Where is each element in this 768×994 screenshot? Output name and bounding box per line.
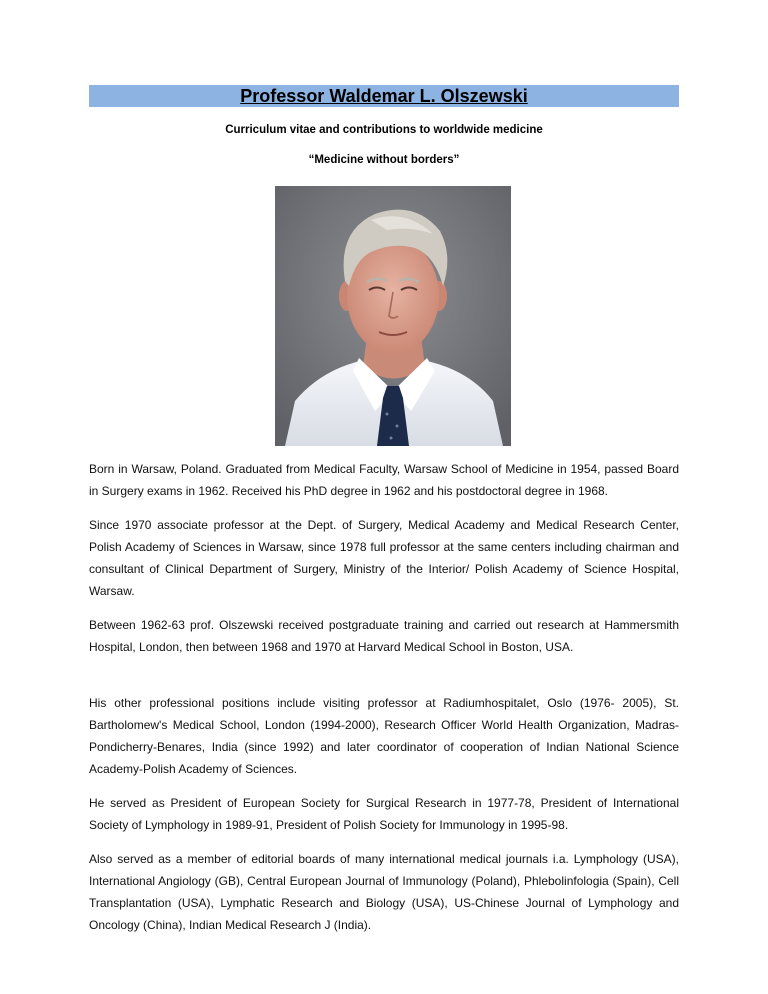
paragraph-editorial-boards: Also served as a member of editorial boards of many international medical journals i.a. Lymphology (USA), International Angiology (GB), Central European Journal of Immunology (Poland), Phlebolinfologia (Spain), Cell Transplantation (USA), Lymphatic Research and Biology (USA), US-Chinese Journal of Lymphology and Oncology (China), Indian Medical Research J (India).	[89, 852, 679, 932]
paragraph-positions: His other professional positions include visiting professor at Radiumhospitalet, Oslo (1976- 2005), St. Bartholomew's Medical School, London (1994-2000), Research Officer World Health Organization, Madras-Pondicherry-Benares, India (since 1992) and later coordinator of cooperation of Indian National Science Academy-Polish Academy of Sciences.	[89, 696, 679, 776]
paragraph-training: Between 1962-63 prof. Olszewski received postgraduate training and carried out research at Hammersmith Hospital, London, then between 1968 and 1970 at Harvard Medical School in Boston, USA.	[89, 618, 679, 654]
document-subtitle: Curriculum vitae and contributions to worldwide medicine	[225, 124, 543, 136]
title-banner	[89, 85, 679, 107]
paragraph-professorship: Since 1970 associate professor at the Dept. of Surgery, Medical Academy and Medical Research Center, Polish Academy of Sciences in Warsaw, since 1978 full professor at the same centers including chairman and consultant of Clinical Department of Surgery, Ministry of the Interior/ Polish Academy of Science Hospital, Warsaw.	[89, 518, 679, 598]
document-motto: “Medicine without borders”	[308, 154, 460, 166]
portrait-photo-icon	[275, 186, 511, 446]
paragraph-early-life: Born in Warsaw, Poland. Graduated from Medical Faculty, Warsaw School of Medicine in 1954, passed Board in Surgery exams in 1962. Received his PhD degree in 1962 and his postdoctoral degree in 1968.	[89, 462, 679, 498]
page-title: Professor Waldemar L. Olszewski	[240, 86, 528, 106]
paragraph-presidencies: He served as President of European Society for Surgical Research in 1977-78, President of International Society of Lymphology in 1989-91, President of Polish Society for Immunology in 1995-98.	[89, 796, 679, 832]
